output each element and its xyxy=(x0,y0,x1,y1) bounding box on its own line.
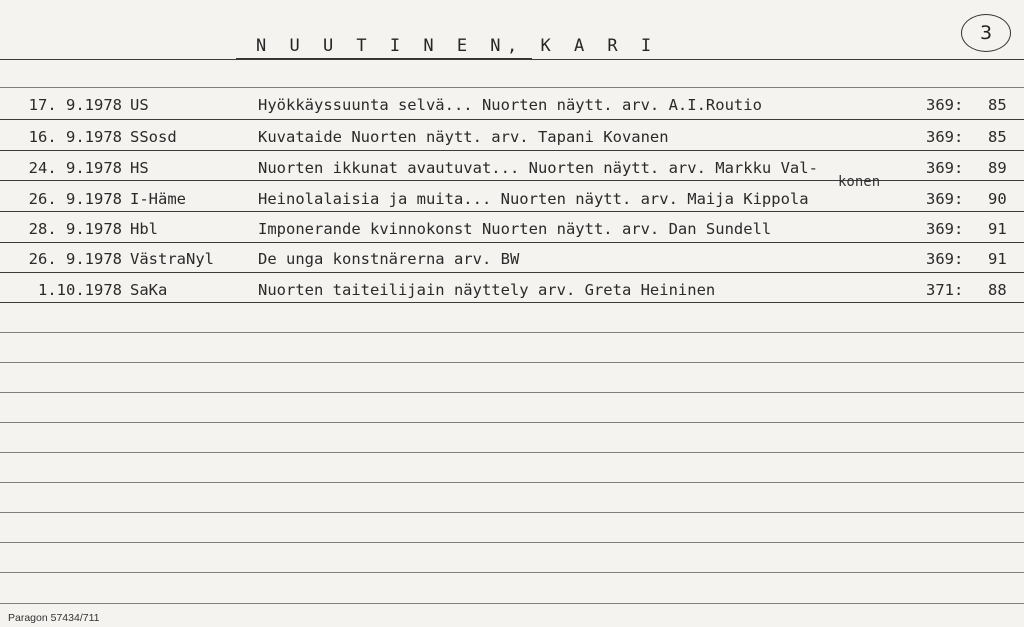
overflow-note: konen xyxy=(838,174,881,190)
entry-number: 88 xyxy=(988,281,1007,299)
entry-text: Imponerande kvinnokonst Nuorten näytt. arv. Dan Sundell xyxy=(258,220,772,238)
rule-top xyxy=(0,59,1024,60)
entry-page: 369: xyxy=(926,190,964,208)
entry-number: 90 xyxy=(988,190,1007,208)
entry-date: 26. 9.1978 xyxy=(28,190,122,208)
rule xyxy=(0,87,1024,88)
entry-date: 26. 9.1978 xyxy=(28,250,122,268)
entry-page: 369: xyxy=(926,250,964,268)
entry-date: 16. 9.1978 xyxy=(28,128,122,146)
card-name: N U U T I N E N, K A R I xyxy=(256,36,658,56)
rule xyxy=(0,332,1024,333)
printer-footer: Paragon 57434/711 xyxy=(8,612,100,624)
entry-date: 24. 9.1978 xyxy=(28,159,122,177)
entry-text: Hyökkäyssuunta selvä... Nuorten näytt. arv. A.I.Routio xyxy=(258,96,762,114)
rule xyxy=(0,542,1024,543)
rule xyxy=(0,422,1024,423)
entry-number: 89 xyxy=(988,159,1007,177)
entry-paper: Hbl xyxy=(130,220,158,238)
entry-paper: VästraNyl xyxy=(130,250,214,268)
entry-date: 28. 9.1978 xyxy=(28,220,122,238)
entry-row xyxy=(0,128,1024,152)
entry-number: 91 xyxy=(988,250,1007,268)
rule xyxy=(0,603,1024,604)
rule xyxy=(0,392,1024,393)
entry-paper: SSosd xyxy=(130,128,177,146)
entry-text: Nuorten taiteilijain näyttely arv. Greta Heininen xyxy=(258,281,716,299)
entry-row xyxy=(0,220,1024,244)
entry-text: Kuvataide Nuorten näytt. arv. Tapani Kovanen xyxy=(258,128,669,146)
entry-paper: US xyxy=(130,96,149,114)
rule xyxy=(0,452,1024,453)
entry-page: 369: xyxy=(926,128,964,146)
entry-number: 91 xyxy=(988,220,1007,238)
rule xyxy=(0,572,1024,573)
entry-row xyxy=(0,96,1024,120)
entry-page: 371: xyxy=(926,281,964,299)
entry-paper: I-Häme xyxy=(130,190,186,208)
entry-row xyxy=(0,190,1024,214)
rule xyxy=(0,512,1024,513)
card-number-badge: 3 xyxy=(961,14,1011,52)
rule xyxy=(0,482,1024,483)
entry-paper: SaKa xyxy=(130,281,168,299)
entry-number: 85 xyxy=(988,96,1007,114)
entry-text: Nuorten ikkunat avautuvat... Nuorten näytt. arv. Markku Val- xyxy=(258,159,818,177)
entry-paper: HS xyxy=(130,159,149,177)
entry-date: 1.10.1978 xyxy=(38,281,122,299)
entry-text: De unga konstnärerna arv. BW xyxy=(258,250,520,268)
entry-page: 369: xyxy=(926,220,964,238)
entry-number: 85 xyxy=(988,128,1007,146)
entry-row xyxy=(0,250,1024,274)
entry-row xyxy=(0,281,1024,305)
entry-page: 369: xyxy=(926,159,964,177)
entry-text: Heinolalaisia ja muita... Nuorten näytt. arv. Maija Kippola xyxy=(258,190,809,208)
entry-date: 17. 9.1978 xyxy=(28,96,122,114)
rule xyxy=(0,362,1024,363)
entry-page: 369: xyxy=(926,96,964,114)
